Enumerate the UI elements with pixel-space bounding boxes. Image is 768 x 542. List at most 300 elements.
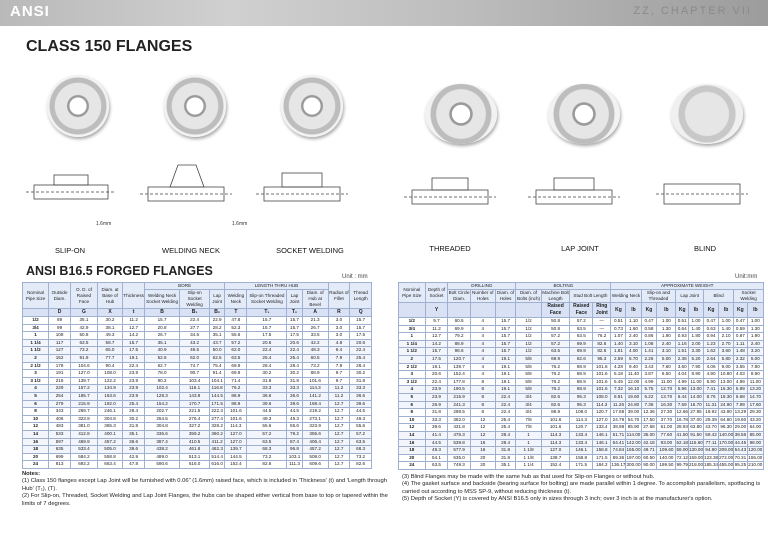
- table-cell: 27.68: [641, 424, 657, 432]
- table-cell: 19.30: [719, 393, 734, 401]
- table-cell: 10.80: [719, 371, 734, 379]
- table-cell: 411.2: [209, 438, 224, 446]
- note-2: (2) For Slip-on, Threaded, Socket Welding and Lap Joint Flanges, the hubs can be shaped either vertical from base to top or tapered within the limits of 7 degrees.: [22, 493, 388, 507]
- table-cell: 89: [49, 317, 71, 325]
- table-cell: 12.7: [328, 408, 350, 416]
- table-cell: 49.3: [97, 332, 123, 340]
- left-symbol-row: [23, 309, 372, 317]
- table-cell: 749.3: [448, 462, 470, 470]
- table-cell: 5.00: [747, 355, 763, 363]
- right-drilling-weight-table: [398, 282, 764, 470]
- symbol-cell: G: [71, 309, 98, 317]
- table-cell: 4.28: [611, 363, 626, 371]
- table-cell: 277.4: [209, 415, 224, 423]
- table-cell: 1.00: [719, 318, 734, 326]
- table-cell: 1.41: [641, 348, 657, 356]
- caption-welding-neck: WELDING NECK: [162, 246, 220, 255]
- table-cell: 77.60: [657, 431, 676, 439]
- table-cell: 22.9: [209, 317, 224, 325]
- table-cell: 1.80: [688, 333, 703, 341]
- table-cell: 50.8: [541, 318, 570, 326]
- table-cell: 5.96: [676, 386, 689, 394]
- table-cell: 152.4: [225, 461, 247, 469]
- table-cell: 73.2: [302, 362, 328, 370]
- table-cell: 23.9: [123, 392, 145, 400]
- table-cell: 79.2: [448, 333, 470, 341]
- table-cell: 63.5: [350, 438, 372, 446]
- sub-diam-of-holes: Diam. of Holes: [497, 290, 515, 301]
- table-cell: 64.00: [747, 424, 763, 432]
- note-5: (5) Depth of Socket (Y) is covered by ANSI B16.5 only in sizes through 3 inch; over 3 inch is at the manufacturer's option.: [402, 496, 713, 503]
- header-bar: [0, 0, 768, 26]
- table-cell: 16.70: [688, 401, 703, 409]
- table-cell: 139.7: [71, 377, 98, 385]
- table-cell: 76.2: [593, 333, 611, 341]
- table-cell: 5/8: [516, 363, 541, 371]
- table-cell: 152.4: [448, 371, 470, 379]
- table-cell: 127: [49, 347, 71, 355]
- symbol-cell: [516, 303, 541, 318]
- table-cell: 699: [49, 453, 71, 461]
- sub-length-welding-neck: Welding Neck: [225, 290, 247, 309]
- table-cell: 11.00: [657, 378, 676, 386]
- table-cell: 355.6: [302, 430, 328, 438]
- table-row: [399, 393, 764, 401]
- table-cell: 96.8: [287, 446, 302, 454]
- table-cell: 35.1: [123, 430, 145, 438]
- table-cell: 19.60: [626, 393, 641, 401]
- table-cell: 85.90: [626, 424, 641, 432]
- table-cell: 73.2: [350, 453, 372, 461]
- table-cell: 168.4: [302, 400, 328, 408]
- table-cell: 17.5: [123, 347, 145, 355]
- table-cell: 82.6: [593, 348, 611, 356]
- table-cell: 70.31: [734, 454, 748, 462]
- table-cell: 15.7: [495, 318, 516, 326]
- table-cell: 63.5: [247, 438, 287, 446]
- table-cell: 1.40: [688, 325, 703, 333]
- table-cell: 75.4: [209, 362, 224, 370]
- dim-label-2: 1.6mm: [232, 221, 248, 227]
- table-cell: 1 1/4: [516, 462, 541, 470]
- table-cell: 82.6: [541, 393, 570, 401]
- table-cell: 57.2: [225, 339, 247, 347]
- table-cell: 33.3: [247, 385, 287, 393]
- table-cell: 101.6: [593, 371, 611, 379]
- nominal-size-cell: 3: [23, 370, 49, 378]
- table-cell: 22.4: [350, 347, 372, 355]
- table-cell: 8.90: [688, 371, 703, 379]
- table-cell: 14.2: [425, 340, 448, 348]
- table-cell: 272.00: [719, 454, 734, 462]
- table-cell: 82.6: [593, 340, 611, 348]
- table-cell: 8: [470, 386, 495, 394]
- table-cell: 76.2: [541, 378, 570, 386]
- table-cell: 14.2: [123, 332, 145, 340]
- table-cell: 76.2: [541, 386, 570, 394]
- table-cell: —: [593, 325, 611, 333]
- table-cell: 159.00: [688, 454, 703, 462]
- table-cell: 25.4: [287, 354, 302, 362]
- table-cell: 197.00: [626, 454, 641, 462]
- table-cell: 400.1: [97, 430, 123, 438]
- flange-drawings-left: [20, 155, 375, 245]
- symbol-cell: B₂: [209, 309, 224, 317]
- table-cell: 144.5: [225, 453, 247, 461]
- table-row: [23, 430, 372, 438]
- table-cell: 8: [470, 378, 495, 386]
- nominal-size-cell: 20: [399, 454, 426, 462]
- table-cell: 142.00: [626, 439, 641, 447]
- table-cell: 539.8: [448, 439, 470, 447]
- table-cell: 90.4: [97, 362, 123, 370]
- table-cell: 20.6: [425, 371, 448, 379]
- table-cell: 221.5: [180, 408, 210, 416]
- table-cell: 276.4: [180, 415, 210, 423]
- table-cell: 144.5: [209, 392, 224, 400]
- nominal-size-cell: 4: [399, 386, 426, 394]
- table-cell: 15.7: [495, 325, 516, 333]
- table-cell: 0.94: [704, 333, 719, 341]
- table-cell: 12: [470, 431, 495, 439]
- table-cell: 4.04: [676, 371, 689, 379]
- sub-weight-lap-joint: Lap Joint: [676, 290, 704, 303]
- table-cell: 36.6: [247, 392, 287, 400]
- symbol-cell: Kg: [641, 303, 657, 318]
- table-row: [23, 423, 372, 431]
- table-cell: 323.9: [302, 423, 328, 431]
- symbol-cell: Kg: [734, 303, 748, 318]
- table-cell: 3.10: [626, 340, 641, 348]
- nominal-size-cell: 4: [23, 385, 49, 393]
- nominal-size-cell: 10: [23, 415, 49, 423]
- nominal-size-cell: 3/4: [399, 325, 426, 333]
- table-cell: 185.34: [704, 462, 719, 470]
- table-cell: 7.80: [747, 363, 763, 371]
- table-cell: 44.5: [247, 408, 287, 416]
- table-cell: 96.30: [719, 424, 734, 432]
- table-cell: 136.17: [611, 462, 626, 470]
- table-cell: 139.7: [541, 454, 570, 462]
- table-cell: 3.60: [719, 348, 734, 356]
- table-cell: 49.3: [350, 415, 372, 423]
- table-cell: 72.12: [676, 454, 689, 462]
- table-cell: 1.51: [676, 348, 689, 356]
- table-cell: 57.2: [247, 430, 287, 438]
- table-cell: 15.7: [287, 324, 302, 332]
- unit-label-left: Unit : mm: [342, 274, 368, 280]
- table-cell: 1.48: [734, 348, 748, 356]
- table-cell: 38.98: [611, 424, 626, 432]
- table-row: [399, 325, 764, 333]
- table-cell: 101.6: [541, 424, 570, 432]
- table-cell: 23.9: [123, 370, 145, 378]
- table-cell: 33.3: [287, 385, 302, 393]
- table-cell: 29.39: [704, 416, 719, 424]
- table-cell: 365.3: [97, 423, 123, 431]
- table-cell: 19.1: [495, 371, 516, 379]
- table-cell: 2.26: [641, 355, 657, 363]
- table-cell: 101.6: [302, 377, 328, 385]
- table-cell: 90.00: [641, 462, 657, 470]
- table-cell: 101.6: [225, 408, 247, 416]
- table-cell: 609.6: [302, 461, 328, 469]
- table-cell: 202.7: [144, 408, 179, 416]
- table-cell: 103.4: [180, 377, 210, 385]
- table-cell: 95.3: [570, 401, 593, 409]
- symbol-cell: Q: [350, 309, 372, 317]
- nominal-size-cell: 1/2: [399, 318, 426, 326]
- table-cell: 171.5: [570, 462, 593, 470]
- table-cell: 7.9: [328, 362, 350, 370]
- table-cell: 23.9: [425, 386, 448, 394]
- table-cell: 114.3: [225, 423, 247, 431]
- flange-photos-left: [20, 70, 370, 142]
- table-cell: 3/4: [516, 409, 541, 417]
- table-cell: 0.87: [734, 333, 748, 341]
- table-cell: 5.00: [657, 355, 676, 363]
- nominal-size-cell: 8: [23, 408, 49, 416]
- table-cell: 15.7: [495, 333, 516, 341]
- table-cell: 76.2: [541, 363, 570, 371]
- table-cell: 94.80: [704, 447, 719, 455]
- threaded-flange-photo: [425, 84, 497, 144]
- table-cell: 28.4: [287, 362, 302, 370]
- table-cell: 19.1: [123, 354, 145, 362]
- table-cell: 22.4: [123, 362, 145, 370]
- table-cell: 61.00: [657, 424, 676, 432]
- nominal-size-cell: 12: [23, 423, 49, 431]
- table-cell: 1.08: [641, 340, 657, 348]
- table-cell: 73.2: [247, 453, 287, 461]
- table-cell: 77.11: [704, 439, 719, 447]
- table-cell: 0.47: [704, 318, 719, 326]
- table-cell: 114.3: [593, 401, 611, 409]
- symbol-cell: t: [123, 309, 145, 317]
- table-cell: 12.7: [328, 453, 350, 461]
- table-cell: 16.30: [657, 401, 676, 409]
- table-cell: 152.4: [541, 462, 570, 470]
- table-cell: 2.70: [719, 340, 734, 348]
- table-cell: 88.9: [541, 409, 570, 417]
- table-cell: 15.7: [287, 317, 302, 325]
- table-cell: 5.99: [734, 386, 748, 394]
- table-cell: 95.3: [593, 355, 611, 363]
- table-cell: 590.6: [144, 461, 179, 469]
- table-cell: 29.30: [747, 409, 763, 417]
- caption-blind: BLIND: [693, 244, 717, 253]
- nominal-size-cell: 1 1/4: [23, 339, 49, 347]
- table-cell: 127.0: [71, 370, 98, 378]
- nominal-size-cell: 1: [399, 333, 426, 341]
- table-cell: 123.38: [704, 454, 719, 462]
- table-cell: 336.6: [144, 430, 179, 438]
- table-cell: 35.1: [144, 339, 179, 347]
- table-cell: 114.00: [626, 431, 641, 439]
- table-cell: 1.81: [611, 348, 626, 356]
- note-4: (4) The gasket surface and backside (bearing surface for bolting) are made parallel within 1 degree. To accomplish parallelism, spotfacing is carried out according to MSS SP-9, without reducing thickness (t).: [402, 481, 761, 495]
- table-cell: 127.0: [593, 416, 611, 424]
- table-cell: 43.7: [209, 339, 224, 347]
- table-cell: 31.8: [287, 377, 302, 385]
- table-cell: 99.79: [676, 462, 689, 470]
- table-cell: 3/4: [516, 393, 541, 401]
- table-cell: 16: [470, 439, 495, 447]
- table-cell: 461.8: [180, 446, 210, 454]
- symbol-cell: Y: [425, 303, 448, 318]
- table-cell: 0.63: [704, 325, 719, 333]
- table-cell: 1.07: [611, 333, 626, 341]
- table-cell: 44.5: [425, 439, 448, 447]
- table-cell: 128.3: [144, 392, 179, 400]
- table-cell: 93.00: [657, 439, 676, 447]
- symbol-cell: Kg: [611, 303, 626, 318]
- table-cell: 82.6: [247, 461, 287, 469]
- table-cell: 31.8: [247, 377, 287, 385]
- table-cell: 410.5: [180, 438, 210, 446]
- table-cell: 120.00: [747, 447, 763, 455]
- table-cell: 47.8: [225, 317, 247, 325]
- table-cell: 558.8: [97, 453, 123, 461]
- table-row: [23, 400, 372, 408]
- table-cell: 457.2: [302, 446, 328, 454]
- symbol-cell: B: [144, 309, 179, 317]
- table-cell: 35.1: [71, 317, 98, 325]
- table-cell: 27.7: [180, 324, 210, 332]
- table-cell: 3.0: [328, 332, 350, 340]
- table-cell: 63.5: [570, 325, 593, 333]
- table-cell: 25.4: [350, 354, 372, 362]
- table-cell: 12.66: [676, 409, 689, 417]
- table-cell: 23.9: [123, 385, 145, 393]
- table-cell: 412.8: [71, 430, 98, 438]
- table-row: [399, 318, 764, 326]
- table-cell: 178: [49, 362, 71, 370]
- table-cell: 59.00: [676, 447, 689, 455]
- table-cell: 90.2: [144, 377, 179, 385]
- table-cell: 120.7: [593, 409, 611, 417]
- table-cell: 49.3: [425, 447, 448, 455]
- nominal-size-cell: 24: [399, 462, 426, 470]
- table-cell: 43.20: [747, 416, 763, 424]
- caption-threaded: THREADED: [429, 244, 471, 253]
- table-cell: 191: [49, 370, 71, 378]
- table-cell: 269.7: [71, 408, 98, 416]
- table-cell: 20.8: [144, 324, 179, 332]
- table-cell: 101.6: [593, 386, 611, 394]
- nominal-size-cell: 14: [23, 430, 49, 438]
- table-cell: 5.70: [626, 355, 641, 363]
- table-cell: 13.00: [688, 386, 703, 394]
- table-cell: 216: [49, 377, 71, 385]
- table-cell: 63.5: [71, 339, 98, 347]
- table-cell: 31.8: [350, 377, 372, 385]
- table-cell: 17.5: [350, 332, 372, 340]
- table-cell: 170.00: [719, 439, 734, 447]
- table-cell: 154.2: [144, 400, 179, 408]
- table-cell: 50.0: [209, 347, 224, 355]
- col-r-nominal-pipe-size: Nominal Pipe Size: [399, 283, 426, 303]
- table-cell: 22.4: [425, 378, 448, 386]
- sub-bore-slip-on: Slip-on Socket Welding: [180, 290, 210, 309]
- table-cell: 20.6: [247, 339, 287, 347]
- table-cell: 20: [470, 462, 495, 470]
- table-cell: 19.60: [734, 416, 748, 424]
- table-cell: 0.51: [676, 318, 689, 326]
- notes-left: [22, 471, 392, 508]
- table-cell: 0.73: [611, 325, 626, 333]
- table-cell: 26.9: [425, 401, 448, 409]
- table-row: [399, 348, 764, 356]
- symbol-cell: lb: [657, 303, 676, 318]
- table-cell: 54.1: [425, 454, 448, 462]
- table-cell: 1.00: [657, 318, 676, 326]
- table-cell: 17.5: [287, 332, 302, 340]
- table-cell: 88.9: [570, 371, 593, 379]
- table-cell: 88.9: [302, 370, 328, 378]
- table-cell: 11.2: [425, 325, 448, 333]
- table-cell: 71.4: [225, 377, 247, 385]
- table-cell: 4.99: [676, 378, 689, 386]
- table-cell: 5.45: [611, 378, 626, 386]
- table-cell: 616.0: [180, 461, 210, 469]
- table-cell: 1.11: [734, 340, 748, 348]
- table-cell: 2.40: [747, 340, 763, 348]
- group-bore: BORE: [144, 283, 224, 290]
- table-cell: 12.7: [123, 324, 145, 332]
- notes-right: [402, 474, 762, 504]
- table-cell: 69.9: [570, 348, 593, 356]
- table-cell: 127.0: [225, 430, 247, 438]
- table-cell: 8.91: [611, 393, 626, 401]
- table-cell: 3.87: [641, 371, 657, 379]
- table-cell: 12.7: [328, 461, 350, 469]
- nominal-size-cell: 6: [399, 401, 426, 409]
- table-cell: 12.7: [425, 333, 448, 341]
- nominal-size-cell: 6: [23, 400, 49, 408]
- table-cell: 20.6: [350, 339, 372, 347]
- table-cell: 0.47: [641, 318, 657, 326]
- nominal-size-cell: 5: [23, 392, 49, 400]
- table-cell: 0.86: [641, 333, 657, 341]
- table-cell: 73.2: [71, 347, 98, 355]
- group-length-thru-hub: LENGTH THRU HUB: [225, 283, 328, 290]
- table-cell: 15.7: [123, 339, 145, 347]
- table-cell: 22.4: [495, 401, 516, 409]
- table-cell: 3.0: [328, 324, 350, 332]
- table-cell: 101.6: [593, 363, 611, 371]
- sub-length-slip-on: Slip-on Threaded Socket Welding: [247, 290, 287, 309]
- table-cell: 120.7: [570, 424, 593, 432]
- table-cell: 64.80: [719, 416, 734, 424]
- table-cell: 4: [470, 363, 495, 371]
- table-cell: 4.06: [704, 363, 719, 371]
- table-cell: 134.9: [97, 385, 123, 393]
- nominal-size-cell: 16: [399, 439, 426, 447]
- table-cell: 1.30: [657, 325, 676, 333]
- table-cell: 19.1: [495, 378, 516, 386]
- table-cell: 327.2: [180, 423, 210, 431]
- table-cell: 28.2: [209, 324, 224, 332]
- table-cell: 23.9: [123, 377, 145, 385]
- table-cell: 489.0: [144, 453, 179, 461]
- table-row: [399, 401, 764, 409]
- table-cell: 55.6: [287, 423, 302, 431]
- table-cell: 304.8: [144, 423, 179, 431]
- table-cell: 438.2: [144, 446, 179, 454]
- table-cell: 323.9: [71, 415, 98, 423]
- table-cell: 1/2: [516, 348, 541, 356]
